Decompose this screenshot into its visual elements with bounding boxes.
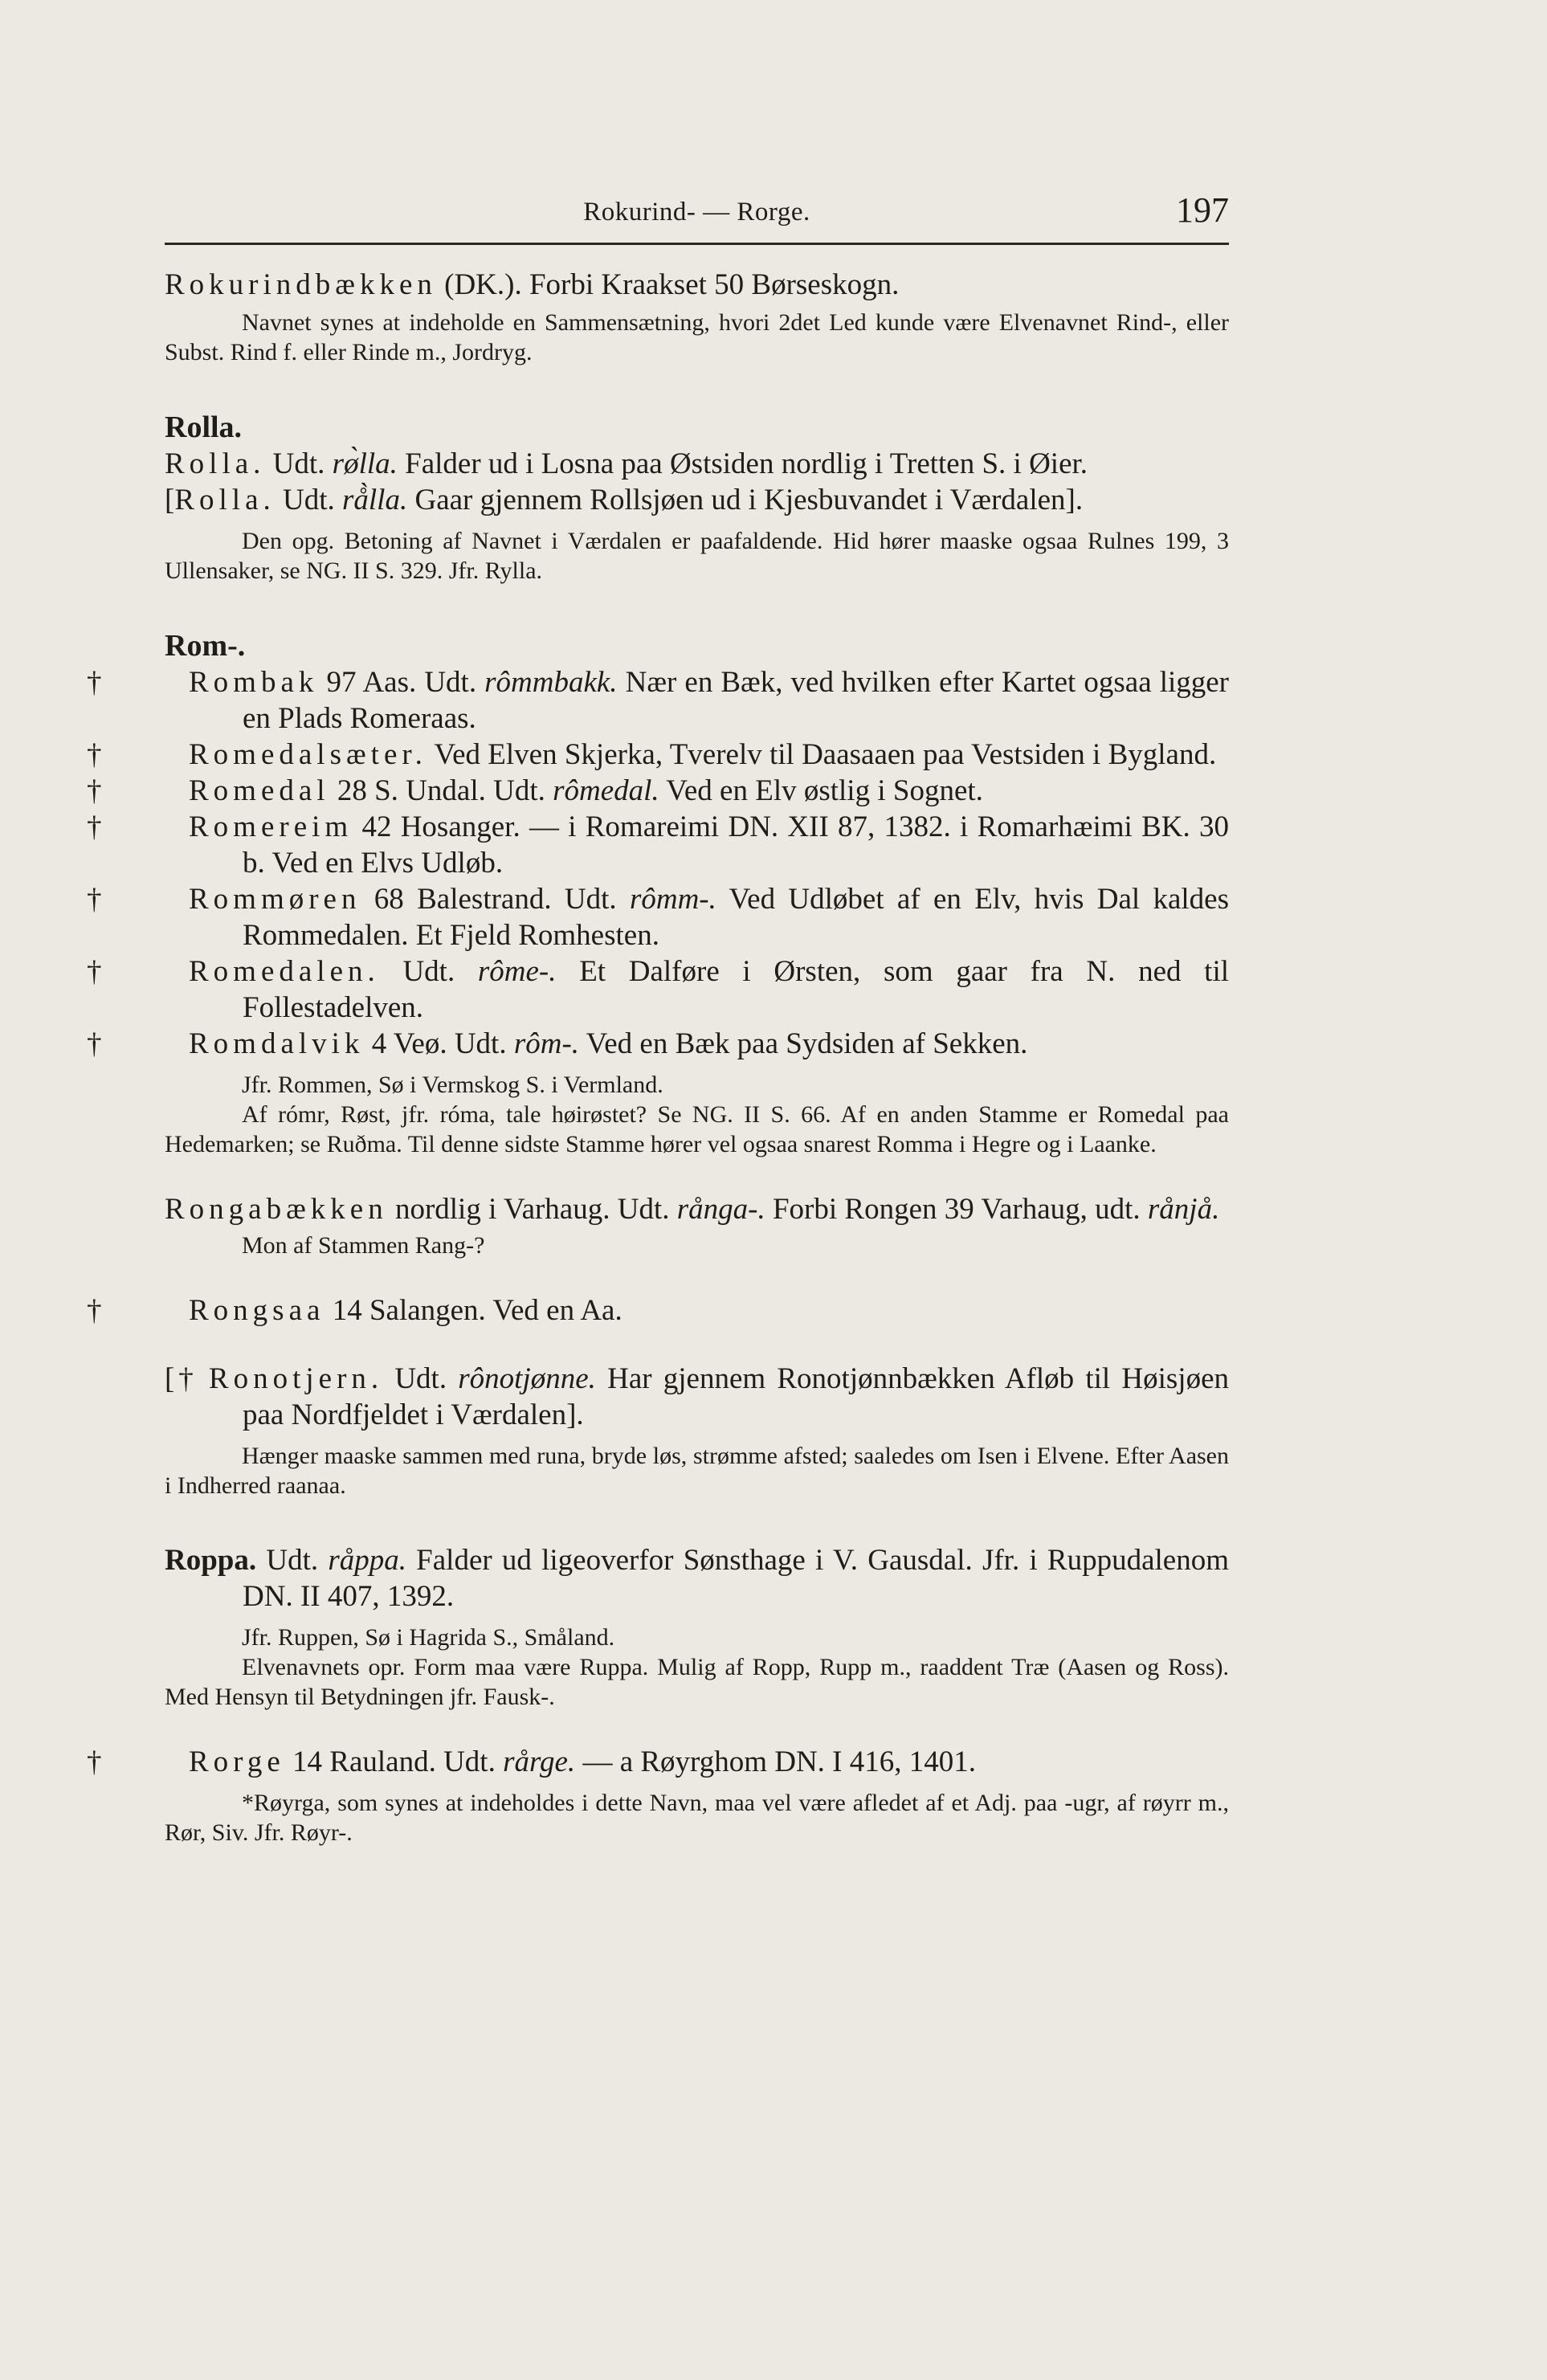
entry-roppa: Roppa. Udt. råppa. Falder ud ligeoverfor Sønsthage i V. Gausdal. Jfr. i Ruppudalenom DN. II 407, 1392.	[165, 1544, 1229, 1613]
header-title: Rokurind- — Rorge.	[583, 198, 810, 227]
note-rongabaekken: Mon af Stammen Rang-?	[242, 1232, 485, 1259]
entry-rombak: † Rombak 97 Aas. Udt. rômmbakk. Nær en Bæk, ved hvilken efter Kartet ogsaa ligger en Plads Romeraas.	[87, 666, 1229, 735]
entry-rorge: † Rorge 14 Rauland. Udt. rårge. — a Røyrghom DN. I 416, 1401.	[87, 1745, 976, 1778]
pronunciation: rø̀lla.	[332, 447, 398, 480]
entry-rongabaekken: Rongabækken nordlig i Varhaug. Udt. rånga-. Forbi Rongen 39 Varhaug, udt. rånjå.	[165, 1193, 1220, 1226]
page-number: 197	[1176, 190, 1229, 230]
note-roppa-2: Elvenavnets opr. Form maa være Ruppa. Mulig af Ropp, Rupp m., raaddent Træ (Aasen og Ross). Med Hensyn til Betydningen jfr. Fausk-.	[165, 1654, 1229, 1710]
main-text	[87, 267, 1230, 1847]
running-header	[165, 186, 1229, 245]
entry-romedal: † Romedal 28 S. Undal. Udt. rômedal. Ved en Elv østlig i Sognet.	[87, 774, 983, 807]
note-rom-1: Jfr. Rommen, Sø i Vermskog S. i Vermland.	[242, 1072, 663, 1098]
entry-rongsaa: † Rongsaa 14 Salangen. Ved en Aa.	[87, 1294, 622, 1327]
entry-ronotjern: [† Ronotjern. Udt. rônotjønne. Har gjennem Ronotjønnbækken Afløb til Høisjøen paa Nordfjeldet i Værdalen].	[165, 1362, 1230, 1431]
note-rom-2: Af rómr, Røst, jfr. róma, tale høirøstet? Se NG. II S. 66. Af en anden Stamme er Romedal paa Hedemarken; se Ruðma. Til denne sidste Stamme hører vel ogsaa snarest Romma i Hegre og i Laanke.	[165, 1101, 1229, 1157]
entry-rokurindbaekken: Rokurindbækken (DK.). Forbi Kraakset 50 Børseskogn.	[165, 268, 900, 301]
note-rolla: Den opg. Betoning af Navnet i Værdalen er paafaldende. Hid hører maaske ogsaa Rulnes 199, 3 Ullensaker, se NG. II S. 329. Jfr. Rylla.	[165, 528, 1229, 584]
note-rorge: *Røyrga, som synes at indeholdes i dette Navn, maa vel være afledet af et Adj. paa -ugr, af røyrr m., Rør, Siv. Jfr. Røyr-.	[165, 1790, 1229, 1846]
entry-romedalsaeter: † Romedalsæter. Ved Elven Skjerka, Tverelv til Daasaaen paa Vestsiden i Bygland.	[87, 738, 1217, 771]
section-heading-rolla: Rolla.	[165, 410, 243, 444]
section-heading-rom: Rom-.	[165, 629, 246, 663]
entry-rolla-2: [Rolla. Udt. rå̀lla. Gaar gjennem Rollsjøen ud i Kjesbuvandet i Værdalen].	[165, 484, 1084, 516]
entry-name: Rokurindbækken	[165, 268, 437, 301]
entry-romereim: † Romereim 42 Hosanger. — i Romareimi DN. XII 87, 1382. i Romarhæimi BK. 30 b. Ved en Elvs Udløb.	[87, 810, 1229, 880]
entry-rommoren: † Rommøren 68 Balestrand. Udt. rômm-. Ved Udløbet af en Elv, hvis Dal kaldes Rommedalen. Et Fjeld Romhesten.	[87, 883, 1229, 952]
note-rokurindbaekken: Navnet synes at indeholde en Sammensætning, hvori 2det Led kunde være Elvenavnet Rind-, eller Subst. Rind f. eller Rinde m., Jordryg.	[165, 309, 1229, 365]
entry-rolla-1: Rolla. Udt. rø̀lla. Falder ud i Losna paa Østsiden nordlig i Tretten S. i Øier.	[165, 447, 1088, 480]
note-roppa-1: Jfr. Ruppen, Sø i Hagrida S., Småland.	[242, 1624, 615, 1651]
pronunciation: rå̀lla.	[342, 484, 408, 516]
entry-romdalvik: † Romdalvik 4 Veø. Udt. rôm-. Ved en Bæk paa Sydsiden af Sekken.	[87, 1027, 1028, 1060]
entry-romedalen: † Romedalen. Udt. rôme-. Et Dalføre i Ørsten, som gaar fra N. ned til Follestadelven.	[87, 955, 1230, 1024]
note-ronotjern: Hænger maaske sammen med runa, bryde løs, strømme afsted; saaledes om Isen i Elvene. Efter Aasen i Indherred raanaa.	[165, 1443, 1229, 1499]
